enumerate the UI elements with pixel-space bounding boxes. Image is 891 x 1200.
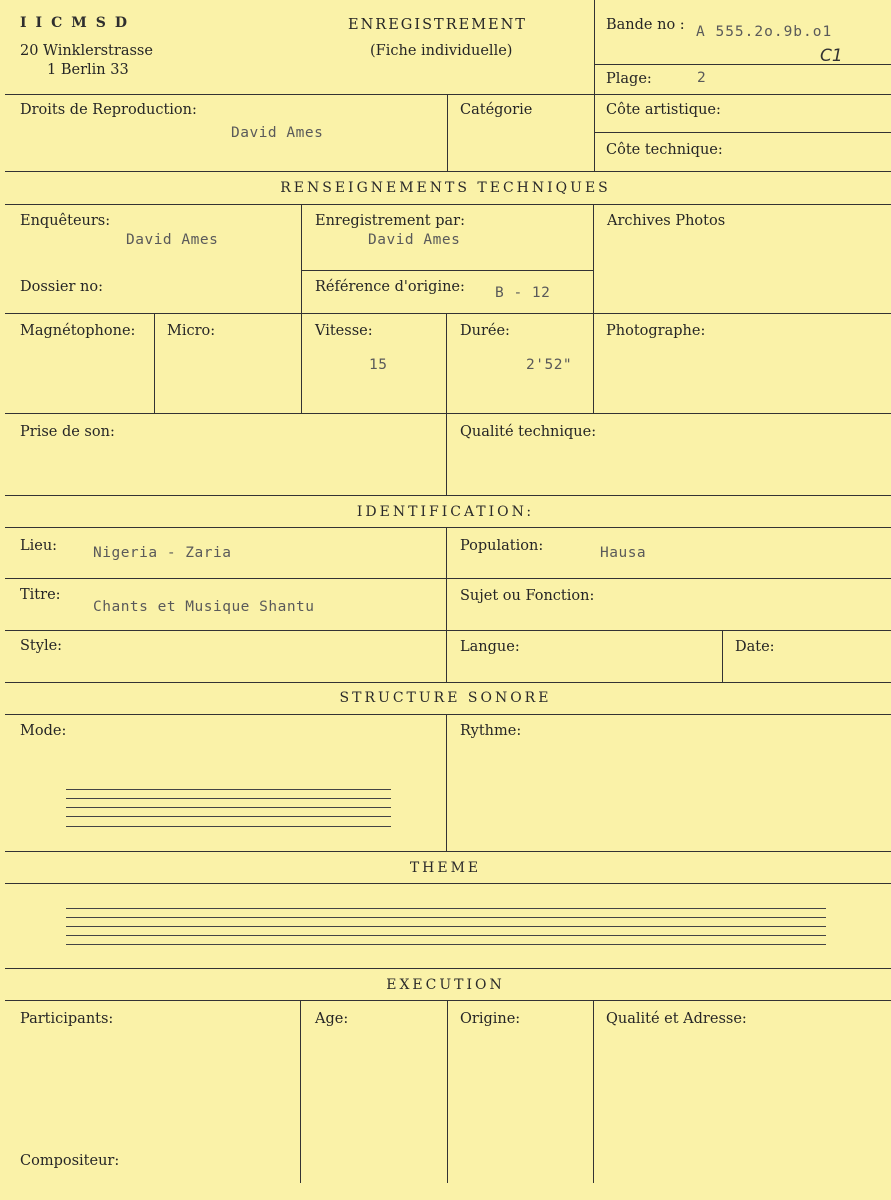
divider xyxy=(301,204,302,413)
cote-technique-label: Côte technique: xyxy=(606,142,723,158)
titre-label: Titre: xyxy=(20,587,61,603)
compositeur-label: Compositeur: xyxy=(20,1153,120,1169)
divider xyxy=(446,527,447,682)
rythme-label: Rythme: xyxy=(460,723,522,739)
photographe-label: Photographe: xyxy=(606,323,706,339)
rule xyxy=(594,132,891,133)
rule xyxy=(5,630,891,631)
rule xyxy=(5,413,891,414)
divider xyxy=(447,1000,448,1183)
magnetophone-label: Magnétophone: xyxy=(20,323,136,339)
divider xyxy=(446,313,447,495)
qualite-adresse-label: Qualité et Adresse: xyxy=(606,1011,747,1027)
rule xyxy=(5,495,891,496)
org-code: IICMSD xyxy=(20,15,136,31)
participants-label: Participants: xyxy=(20,1011,114,1027)
rule xyxy=(5,204,891,205)
divider xyxy=(154,313,155,413)
staff-line xyxy=(66,807,391,808)
staff-line xyxy=(66,826,391,827)
staff-line xyxy=(66,789,391,790)
staff-line xyxy=(66,798,391,799)
langue-label: Langue: xyxy=(460,639,520,655)
form-title: ENREGISTREMENT xyxy=(348,17,527,33)
section-title-theme: THEME xyxy=(409,860,482,876)
mode-label: Mode: xyxy=(20,723,67,739)
categorie-label: Catégorie xyxy=(460,102,533,118)
vitesse-value: 15 xyxy=(369,357,388,373)
rule xyxy=(5,714,891,715)
bande-handwritten-note: C1 xyxy=(820,46,843,66)
duree-value: 2'52" xyxy=(526,357,573,373)
rule xyxy=(594,64,891,65)
titre-value: Chants et Musique Shantu xyxy=(93,599,315,615)
rule xyxy=(301,270,594,271)
staff-line xyxy=(66,908,826,909)
divider xyxy=(722,630,723,682)
staff-line xyxy=(66,816,391,817)
section-title-techniques: RENSEIGNEMENTS TECHNIQUES xyxy=(280,180,611,196)
staff-line xyxy=(66,917,826,918)
lieu-label: Lieu: xyxy=(20,538,58,554)
population-label: Population: xyxy=(460,538,544,554)
rule xyxy=(5,851,891,852)
staff-line xyxy=(66,944,826,945)
duree-label: Durée: xyxy=(460,323,510,339)
staff-line xyxy=(66,926,826,927)
divider xyxy=(446,714,447,851)
rule xyxy=(5,313,891,314)
origine-label: Origine: xyxy=(460,1011,521,1027)
cote-artistique-label: Côte artistique: xyxy=(606,102,721,118)
staff-line xyxy=(66,935,826,936)
org-street: 20 Winklerstrasse xyxy=(20,43,153,59)
rule xyxy=(5,968,891,969)
reference-value: B - 12 xyxy=(495,285,551,301)
reference-label: Référence d'origine: xyxy=(315,279,465,295)
divider xyxy=(300,1000,301,1183)
plage-label: Plage: xyxy=(606,71,652,87)
enregistrement-par-value: David Ames xyxy=(368,232,461,248)
rule xyxy=(5,682,891,683)
vitesse-label: Vitesse: xyxy=(315,323,373,339)
enqueteurs-value: David Ames xyxy=(126,232,219,248)
archives-photos-label: Archives Photos xyxy=(607,213,726,229)
section-title-execution: EXECUTION xyxy=(386,977,505,993)
sujet-label: Sujet ou Fonction: xyxy=(460,588,595,604)
divider xyxy=(593,1000,594,1183)
rule xyxy=(5,883,891,884)
lieu-value: Nigeria - Zaria xyxy=(93,545,232,561)
dossier-label: Dossier no: xyxy=(20,279,103,295)
rule xyxy=(5,171,891,172)
enregistrement-par-label: Enregistrement par: xyxy=(315,213,465,229)
form-subtitle: (Fiche individuelle) xyxy=(370,43,513,59)
divider xyxy=(593,204,594,413)
org-city: 1 Berlin 33 xyxy=(47,62,129,78)
bande-label: Bande no : xyxy=(606,17,685,33)
date-label: Date: xyxy=(735,639,775,655)
section-title-structure: STRUCTURE SONORE xyxy=(339,690,552,706)
age-label: Age: xyxy=(315,1011,349,1027)
plage-value: 2 xyxy=(697,70,707,86)
qualite-technique-label: Qualité technique: xyxy=(460,424,597,440)
population-value: Hausa xyxy=(600,545,647,561)
enqueteurs-label: Enquêteurs: xyxy=(20,213,111,229)
section-title-identification: IDENTIFICATION: xyxy=(356,504,535,520)
rule xyxy=(5,578,891,579)
droits-label: Droits de Reproduction: xyxy=(20,102,197,118)
divider xyxy=(447,94,448,171)
bande-value: A 555.2o.9b.o1 xyxy=(696,24,833,40)
style-label: Style: xyxy=(20,638,63,654)
micro-label: Micro: xyxy=(167,323,216,339)
rule xyxy=(5,527,891,528)
divider xyxy=(594,0,595,171)
prise-de-son-label: Prise de son: xyxy=(20,424,115,440)
droits-value: David Ames xyxy=(231,125,324,141)
